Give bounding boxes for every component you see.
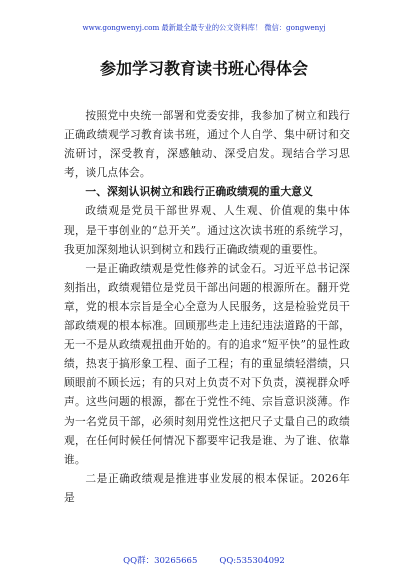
- section-heading: 一、深刻认识树立和践行正确政绩观的重大意义: [85, 185, 313, 199]
- body-paragraph: 政绩观是党员干部世界观、人生观、价值观的集中体现，是干事创业的“总开关”。通过这次读书班的系统学习，我更加深刻地认识到树立和践行正确政绩观的重要性。: [64, 204, 350, 256]
- intro-paragraph: 按照党中央统一部署和党委安排，我参加了树立和践行正确政绩观学习教育读书班，通过个人自学、集中研讨和交流研讨，深受教育，深感触动、深受启发。现结合学习思考，谈几点体会。: [64, 109, 350, 180]
- document-body: [64, 106, 350, 507]
- qq-contact-link[interactable]: QQ:535304092: [219, 556, 285, 566]
- contact-footer: [0, 555, 408, 567]
- qq-group-link[interactable]: QQ群：30265665: [123, 556, 198, 566]
- document-title: 参加学习教育读书班心得体会: [99, 59, 308, 78]
- body-paragraph: 二是正确政绩观是推进事业发展的根本保证。2026年是: [64, 471, 350, 504]
- body-paragraph: 一是正确政绩观是党性修养的试金石。习近平总书记深刻指出，政绩观错位是党员干部出问题的根源所在。翻开党章，党的根本宗旨是全心全意为人民服务，这是检验党员干部政绩观的根本标准。回顾那些走上违纪违法道路的干部，无一不是从政绩观扭曲开始的。有的追求“短平快”的显性政绩，热衷于搞形象工程、面子工程；有的重显绩轻潜绩，只顾眼前不顾长远；有的只对上负责不对下负责，漠视群众呼声。这些问题的根源，都在于党性不纯、宗旨意识淡薄。作为一名党员干部，必须时刻用党性这把尺子丈量自己的政绩观，在任何时候任何情况下都要牢记我是谁、为了谁、依靠谁。: [64, 261, 350, 466]
- website-header[interactable]: www.gongwenyj.com 最新最全最专业的公文资料库！ 微信：gongwenyj: [82, 23, 326, 32]
